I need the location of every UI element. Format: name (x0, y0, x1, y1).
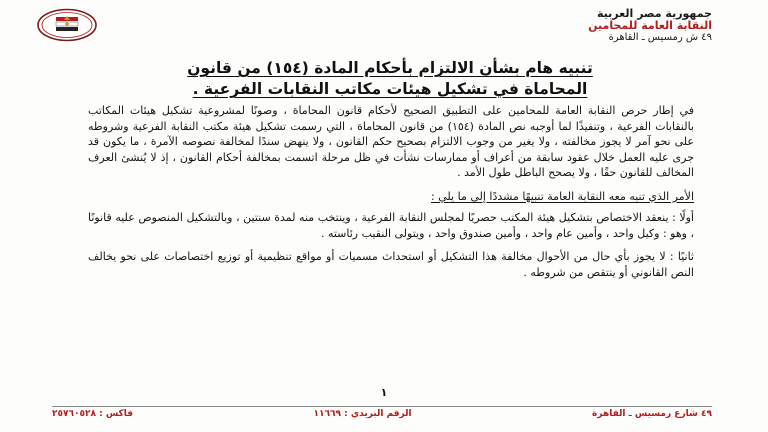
bar-association-seal-icon (36, 8, 98, 42)
header-address: ٤٩ ش رمسيس ـ القاهرة (608, 32, 712, 43)
letterhead (432, 8, 712, 44)
footer-divider (52, 406, 712, 407)
footer-fax: فاكس : ٢٥٧٦٠٥٢٨ (52, 409, 134, 419)
clause-first: أولًا : ينعقد الاختصاص بتشكيل هيئة المكتب حصريًا لمجلس النقابة الفرعية ، وينتخب منه لمدة سنتين ، وبالتشكيل المنصوص عليه قانونًا ، وهو : وكيل واحد ، وأمين عام واحد ، وأمين صندوق واحد ، ويتولى النقيب رئاسته . (88, 211, 694, 240)
footer (52, 409, 712, 419)
intro-paragraph: في إطار حرص النقابة العامة للمحامين على التطبيق الصحيح لأحكام قانون المحاماة ، وصونًا لمشروعية تشكيل هيئات المكاتب بالنقابات الفرعية ، وتنفيذًا لما أوجبه نص المادة (١٥٤) من قانون المحاماة ، التي رسمت تشكيل هيئة مكتب النقابة الفرعية وشروطه على نحو آمر لا يجوز مخالفته ، ولا يغير من وجوب الالتزام بصحيح حكم القانون ، ولا ينهض سندًا لمخالفة نصوصه الآمرة ، ما يكون قد جرى عليه العمل خلال عقود سابقة من أعراف أو ممارسات نشأت في ظل مرحلة اتسمت بمخالفة أحكام القانون ، إذ لا يُنشئ العرف المخالف للقانون حقًا ، ولا يصحح الباطل طول الأمد . (88, 104, 694, 179)
clause-second: ثانيًا : لا يجوز بأي حال من الأحوال مخالفة هذا التشكيل أو استحداث مسميات أو مواقع تنظيمية أو توزيع اختصاصات على نحو يخالف النص القانوني أو ينتقص من شروطه . (88, 250, 694, 279)
footer-postal-code: الرقم البريدي : ١١٦٦٩ (313, 409, 412, 419)
footer-address: ٤٩ شارع رمسيس ـ القاهرة (592, 409, 712, 419)
lead-sentence: الأمر الذي تنبه معه النقابة العامة تنبيهًا مشددًا إلى ما يلي : (431, 189, 694, 203)
header-country: جمهورية مصر العربية (597, 7, 712, 20)
document-body (88, 103, 694, 288)
page-number: ١ (380, 386, 388, 399)
title-line-1: تنبيه هام بشأن الالتزام بأحكام المادة (١٥٤) من قانون (187, 59, 593, 77)
header-organization: النقابة العامة للمحامين (588, 19, 712, 32)
document-title (70, 58, 710, 100)
title-line-2: المحاماة في تشكيل هيئات مكاتب النقابات الفرعية . (192, 80, 588, 98)
